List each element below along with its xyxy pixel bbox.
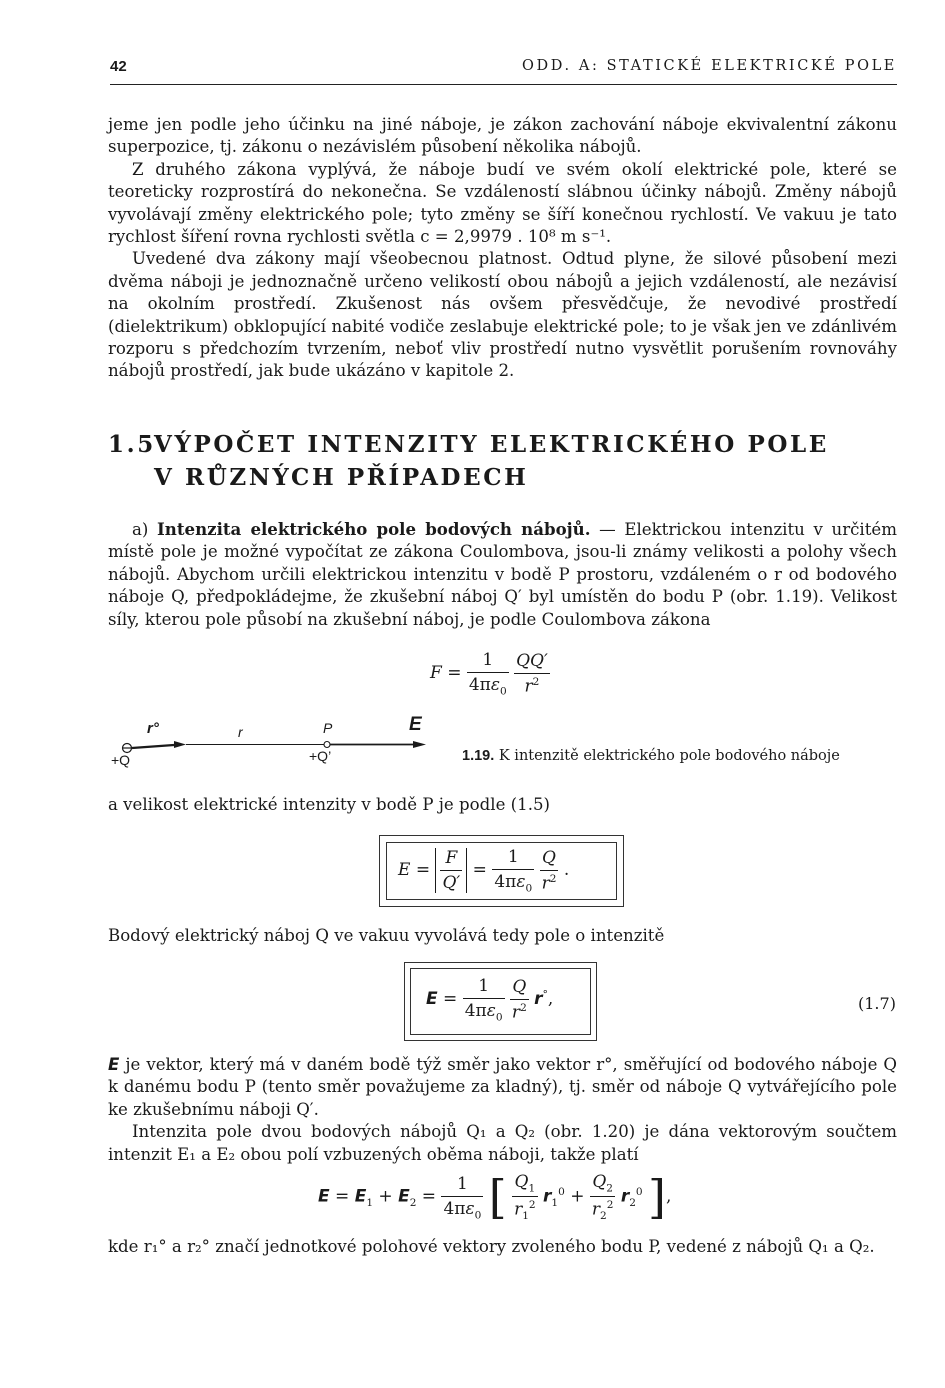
figure-caption bbox=[462, 748, 840, 764]
text-two-charges: Intenzita pole dvou bodových nábojů Q₁ a Q₂ (obr. 1.20) je dána vektorovým součtem intenzit E₁ a E₂ obou polí vzbuzených oběma náboji, takže platí bbox=[108, 1122, 897, 1164]
page-number: 42 bbox=[110, 58, 127, 75]
section-title-line1: VÝPOČET INTENZITY ELEKTRICKÉHO POLE bbox=[154, 431, 829, 458]
paragraph-2: Z druhého zákona vyplývá, že náboje budí ve svém okolí elektrické pole, které se teoreticky rozprostírá do nekonečna. Se vzdáleností slábnou účinky nábojů. Změny nábojů vyvolávají změny elektrického pole; tyto změny se šíří konečnou rychlostí. Ve vakuu je tato rychlost šíření rovna rychlosti světla c = 2,9979 . 10⁸ m s⁻¹. bbox=[108, 159, 897, 247]
section-number: 1.5 bbox=[108, 431, 156, 458]
subsection-title: Intenzita elektrického pole bodových nábojů. bbox=[157, 519, 591, 539]
intensity-vector-formula: E = $\frac{1}{4\pi\varepsilon_0}$ $\frac{Q}{r^2}$ r°, bbox=[426, 976, 554, 1024]
subsection-text: — Elektrickou intenzitu v určitém místě pole je možné vypočítat ze zákona Coulombova, jsou-li známy velikosti a polohy všech nábojů. Abychom určili elektrickou intenzitu v bodě P prostoru, vzdáleném o r od bodového náboje Q, předpokládejme, že zkušební náboj Q′ byl umístěn do bodu P (obr. 1.19). Velikost síly, kterou pole působí na zkušební náboj, je podle Coulombova zákona bbox=[108, 520, 897, 629]
intensity-magnitude-formula: E = $\frac{F}{Q'}$ = $\frac{1}{4\pi\varepsilon_0}$ $\frac{Q}{r^2}$ . bbox=[398, 847, 570, 895]
header-rule bbox=[110, 84, 897, 85]
e-vektor-text: je vektor, který má v daném bodě týž směr jako vektor r°, směřující od bodového náboje Q k danému bodu P (tento směr považujeme za kladný), tj. směr od náboje Q vytvářejícího pole ke zkušebnímu náboji Q′. bbox=[108, 1055, 898, 1119]
symbol-e-bold: E bbox=[108, 1055, 120, 1074]
figure-label-p: P bbox=[323, 720, 333, 736]
subsection-a-paragraph bbox=[108, 518, 897, 631]
paragraph-1: jeme jen podle jeho účinku na jiné náboje, je zákon zachování náboje ekvivalentní zákonu superpozice, tj. zákonu o nezávislém působení několika nábojů. bbox=[108, 115, 897, 157]
running-head: ODD. A: STATICKÉ ELEKTRICKÉ POLE bbox=[522, 58, 897, 74]
page-header bbox=[110, 58, 897, 80]
text-after-figure: a velikost elektrické intenzity v bodě P je podle (1.5) bbox=[108, 795, 551, 814]
intro-paragraphs bbox=[108, 114, 897, 383]
text-bodovy-naboj: Bodový elektrický náboj Q ve vakuu vyvolává tedy pole o intenzitě bbox=[108, 926, 665, 945]
coulomb-formula: F = $\frac{1}{4\pi\varepsilon_0}$ $\frac{QQ'}{r^2}$ bbox=[430, 650, 548, 698]
field-vector-arrowhead bbox=[413, 741, 426, 748]
unit-vector-line bbox=[132, 745, 174, 748]
equation-number: (1.7) bbox=[858, 994, 896, 1013]
figure-label-q: +Q bbox=[111, 752, 131, 768]
figure-label-e: E bbox=[409, 714, 422, 735]
caption-number: 1.19. bbox=[462, 748, 495, 764]
unit-vector-arrowhead bbox=[174, 741, 186, 748]
section-title-line2: V RŮZNÝCH PŘÍPADECH bbox=[154, 464, 529, 491]
text-e-vektor bbox=[108, 1054, 897, 1166]
test-charge-point bbox=[324, 742, 330, 748]
text-kde: kde r₁° a r₂° značí jednotkové polohové vektory zvoleného bodu P, vedené z nábojů Q₁ a Q₂. bbox=[108, 1237, 875, 1256]
figure-1-19 bbox=[108, 712, 448, 778]
figure-label-q-prime: +Q’ bbox=[309, 748, 332, 764]
superposition-formula: $E = E_1 + E_2$ = $\frac{1}{4\pi\varepsilon_0}$ [ $\frac{Q_1}{r_1^2}$ $r_1^0$ + $\frac{Q_2}{r_2^2}$ $r_2^0$ ], bbox=[318, 1170, 672, 1225]
caption-text: K intenzitě elektrického pole bodového náboje bbox=[498, 748, 840, 764]
figure-label-r0: r° bbox=[147, 720, 159, 737]
subsection-label: a) bbox=[132, 520, 149, 539]
paragraph-3: Uvedené dva zákony mají všeobecnou platnost. Odtud plyne, že silové působení mezi dvěma náboji je jednoznačně určeno velikostí obou nábojů a jejich vzdáleností, ale nezávisí na okolním prostředí. Zkušenost nás ovšem přesvědčuje, že nevodivé prostředí (dielektrikum) obklopující nabité vodiče zeslabuje elektrické pole; to je však jen ve zdánlivém rozporu s předchozím tvrzením, neboť vliv prostředí nutno vysvětlit porušením rovnováhy nábojů prostředí, jak bude ukázáno v kapitole 2. bbox=[108, 249, 897, 381]
figure-label-r: r bbox=[238, 724, 243, 740]
section-heading bbox=[108, 428, 829, 494]
